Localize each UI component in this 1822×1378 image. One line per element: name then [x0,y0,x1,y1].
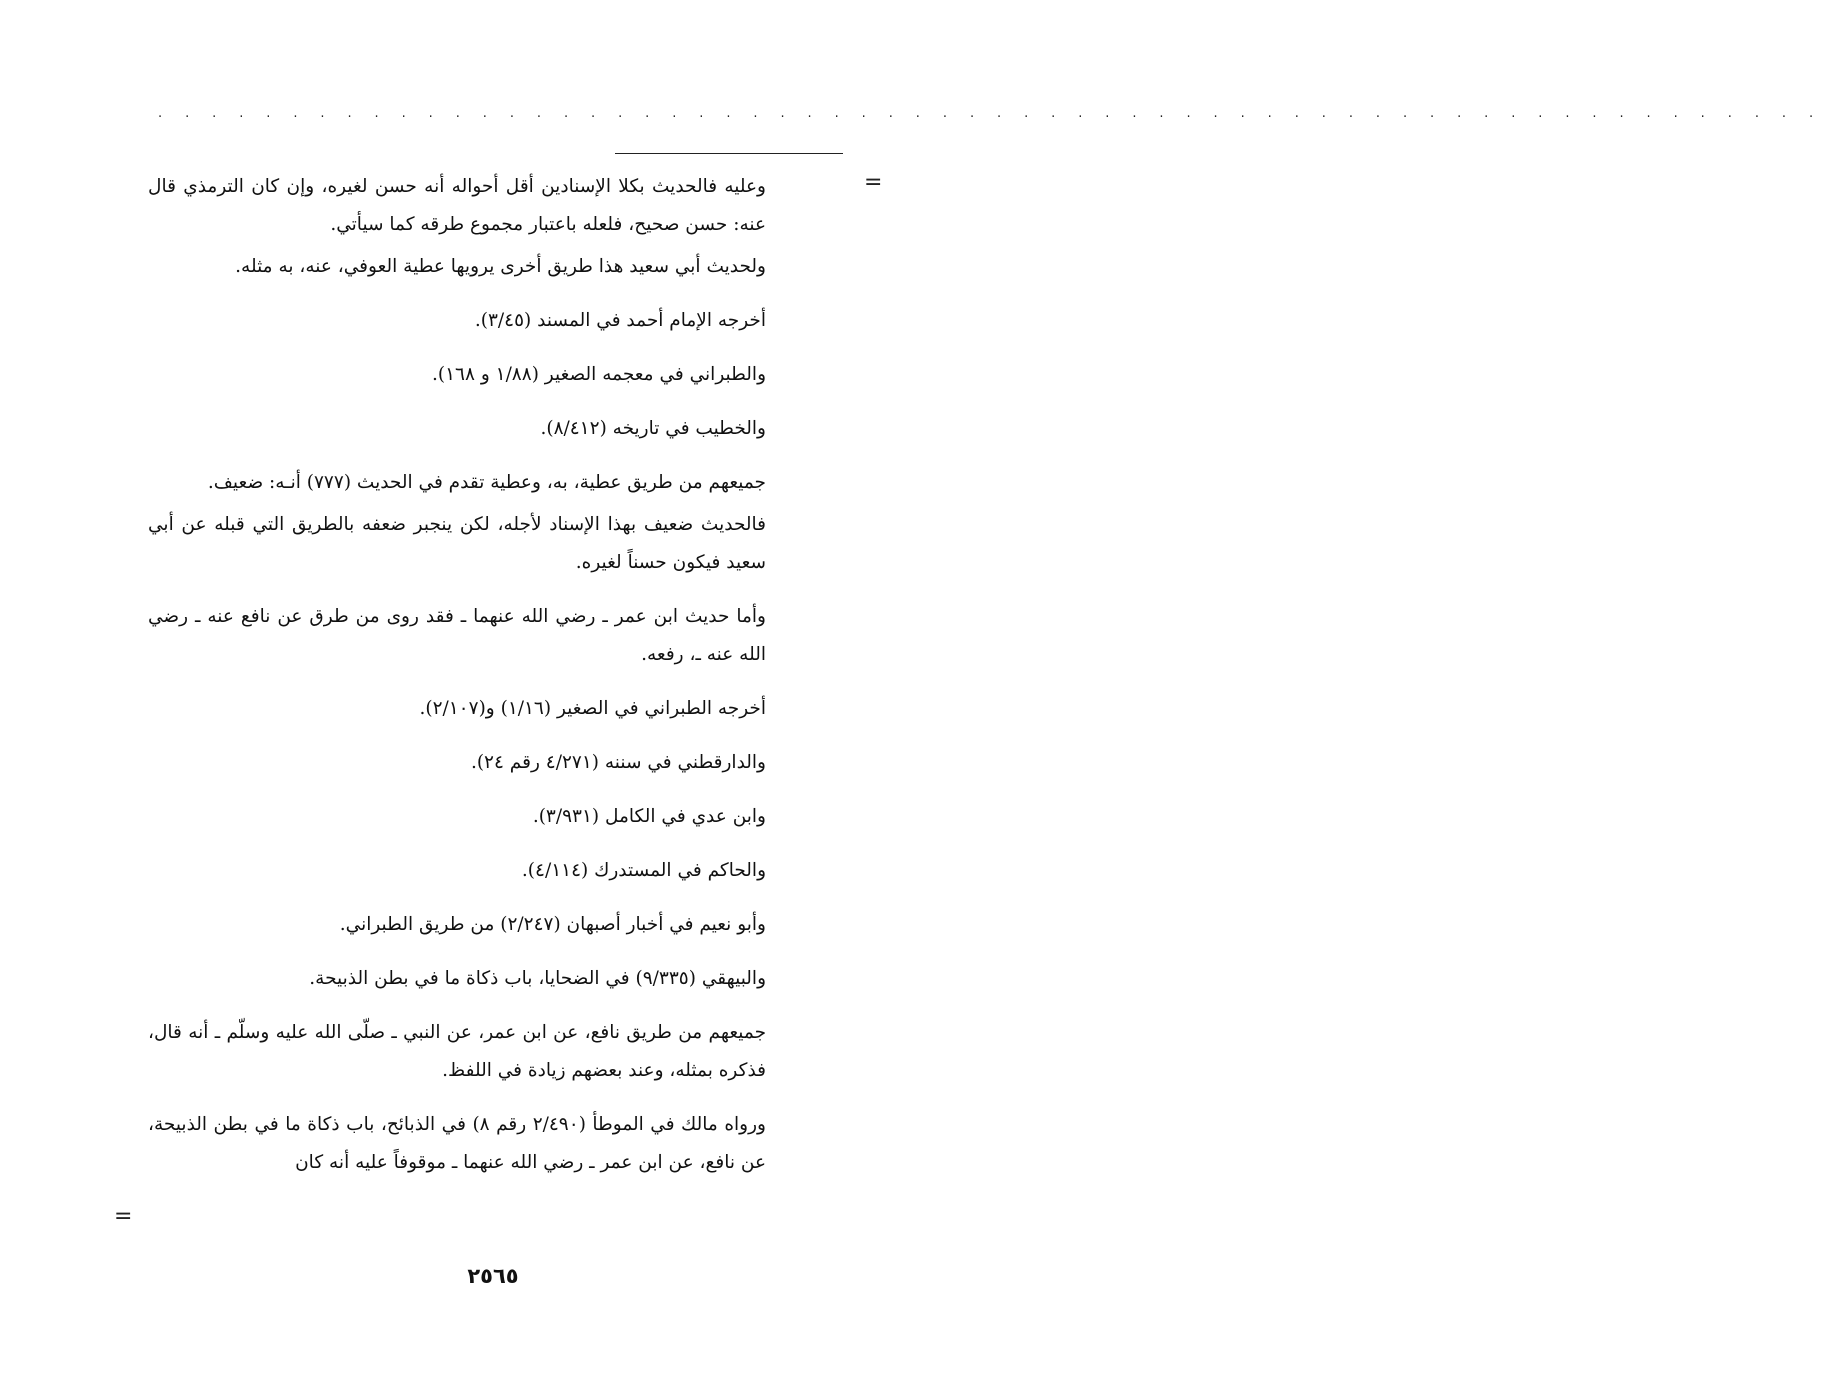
paragraph-15: جميعهم من طريق نافع، عن ابن عمر، عن النبي ـ صلّى الله عليه وسلّم ـ أنه قال، فذكره بمثله، وعند بعضهم زيادة في اللفظ. [148,1022,766,1081]
paragraph-16: ورواه مالك في الموطأ (٢/٤٩٠ رقم ٨) في الذبائح، باب ذكاة ما في بطن الذبيحة، عن نافع، عن ابن عمر ـ رضي الله عنهما ـ موقوفاً عليه أنه كان [148,1114,766,1173]
continuation-mark-bottom: = [114,1204,133,1229]
page-number: ٢٥٦٥ [467,1264,519,1288]
continuation-mark-top: = [864,170,883,195]
paragraph-1: وعليه فالحديث بكلا الإسنادين أقل أحواله أنه حسن لغيره، وإن كان الترمذي قال عنه: حسن صحيح، فلعله باعتبار مجموع طرقه كما سيأتي. [148,176,766,235]
paragraph-5: والخطيب في تاريخه (٨/٤١٢). [540,418,766,439]
paragraph-8: وأما حديث ابن عمر ـ رضي الله عنهما ـ فقد روى من طرق عن نافع عنه ـ رضي الله عنه ـ، رفعه. [148,606,766,665]
paragraph-6: جميعهم من طريق عطية، به، وعطية تقدم في الحديث (٧٧٧) أنـه: ضعيف. [207,472,766,493]
paragraph-2: ولحديث أبي سعيد هذا طريق أخرى يرويها عطية العوفي، عنه، به مثله. [235,256,766,277]
paragraph-9: أخرجه الطبراني في الصغير (١/١٦) و(٢/١٠٧). [419,698,766,719]
paragraph-12: والحاكم في المستدرك (٤/١١٤). [521,860,766,881]
paragraph-13: وأبو نعيم في أخبار أصبهان (٢/٢٤٧) من طريق الطبراني. [339,914,766,935]
paragraph-11: وابن عدي في الكامل (٣/٩٣١). [532,806,766,827]
footnote-rule [615,153,843,154]
paragraph-14: والبيهقي (٩/٣٣٥) في الضحايا، باب ذكاة ما في بطن الذبيحة. [309,968,766,989]
footnote-text [148,168,766,1198]
paragraph-3: أخرجه الإمام أحمد في المسند (٣/٤٥). [474,310,766,331]
dotted-separator: . . . . . . . . . . . . . . . . . . . . . . . . . . . . . . . . . . . . . . . . . . . . . . . . . . . . . . . . . . . . . . [158,106,1822,121]
paragraph-4: والطبراني في معجمه الصغير (١/٨٨ و ١٦٨). [432,364,766,385]
paragraph-10: والدارقطني في سننه (٤/٢٧١ رقم ٢٤). [470,752,766,773]
paragraph-7: فالحديث ضعيف بهذا الإسناد لأجله، لكن ينجبر ضعفه بالطريق التي قبله عن أبي سعيد فيكون حسناً لغيره. [148,514,766,573]
